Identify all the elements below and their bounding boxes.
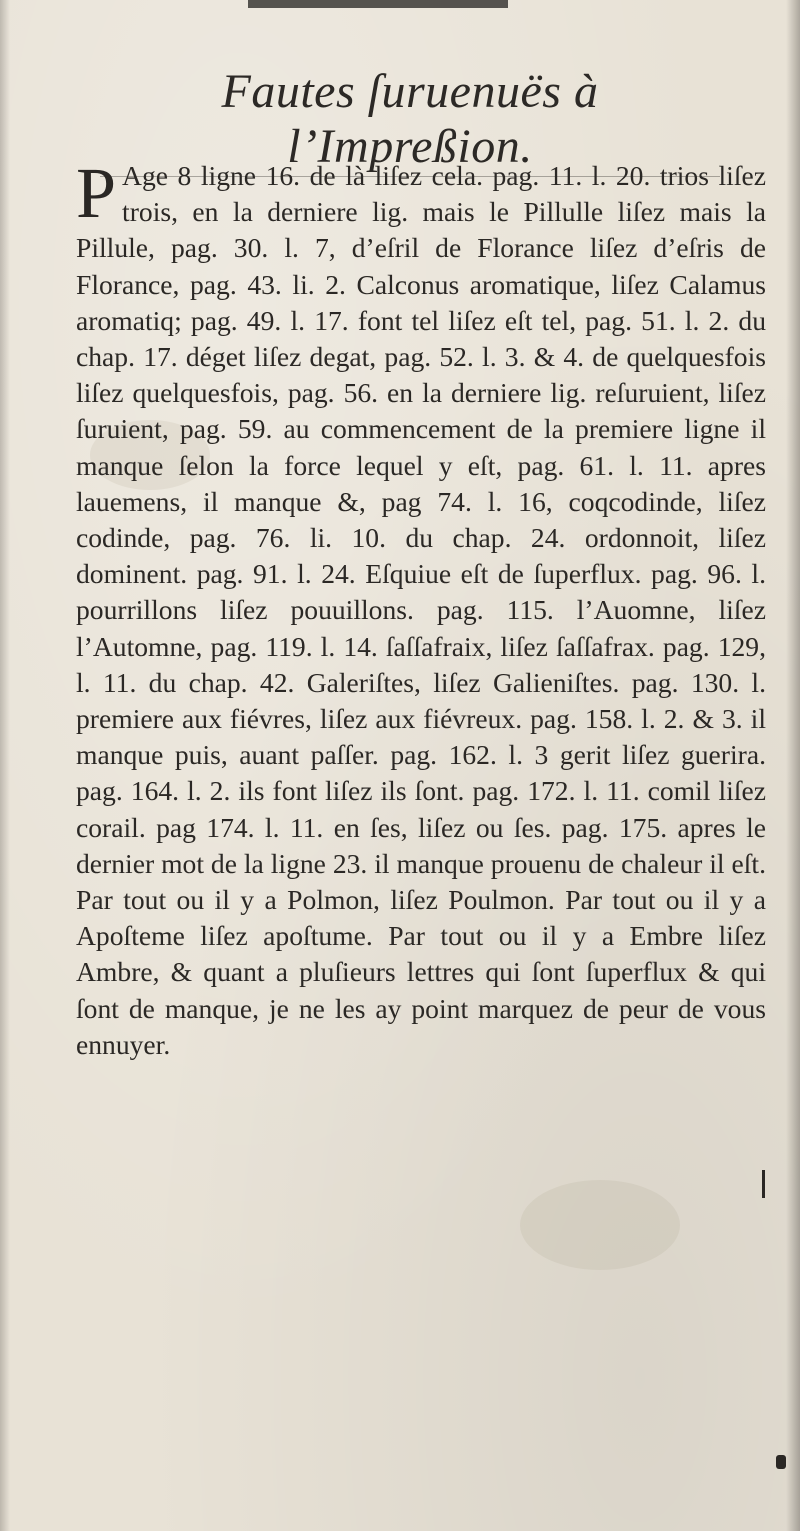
page-right-shadow [786,0,800,1531]
errata-text [76,153,766,1063]
paper-stain [520,1180,680,1270]
errata-paragraph: Age 8 ligne 16. de là liſez cela. pag. 11. l. 20. trios liſez trois, en la derniere lig. mais le Pillulle liſez mais la Pillule, pag. 30. l. 7, d’eſril de Florance liſez d’eſris de Florance, pag. 43. li. 2. Calconus aromatique, liſez Calamus aromatiq; pag. 49. l. 17. font tel liſez eſt tel, pag. 51. l. 2. du chap. 17. déget liſez degat, pag. 52. l. 3. & 4. de quelquesfois liſez quelquesfois, pag. 56. en la derniere lig. reſuruient, liſez ſuruient, pag. 59. au commencement de la premiere ligne il manque ſelon la force lequel y eſt, pag. 61. l. 11. apres lauemens, il manque &, pag 74. l. 16, coqcodinde, liſez codinde, pag. 76. li. 10. du chap. 24. ordonnoit, liſez dominent. pag. 91. l. 24. Eſquiue eſt de ſuperflux. pag. 96. l. pourrillons liſez pouuillons. pag. 115. l’Auomne, liſez l’Automne, pag. 119. l. 14. ſaſſafraix, liſez ſaſſafrax. pag. 129, l. 11. du chap. 42. Galeriſtes, liſez Galieniſtes. pag. 130. l. premiere aux fiévres, liſez aux fiévreux. pag. 158. l. 2. & 3. il manque puis, auant paſſer. pag. 162. l. 3 gerit liſez guerira. pag. 164. l. 2. ils font liſez ils ſont. pag. 172. l. 11. comil liſez corail. pag 174. l. 11. en ſes, liſez ou ſes. pag. 175. apres le dernier mot de la ligne 23. il manque prouenu de chaleur il eſt. Par tout ou il y a Polmon, liſez Poulmon. Par tout ou il y a Apoſteme liſez apoſtume. Par tout ou il y a Embre liſez Ambre, & quant a pluſieurs lettres qui ſont ſuperflux & qui ſont de manque, je ne les ay point marquez de peur de vous ennuyer. [76,160,766,1060]
top-ink-rule [248,0,508,8]
drop-cap: P [76,153,117,233]
margin-mark [762,1170,765,1198]
page-title: Fautes ſuruenuës à l’Impreßion. [100,64,720,177]
margin-mark [776,1455,786,1469]
page-left-shadow [0,0,10,1531]
